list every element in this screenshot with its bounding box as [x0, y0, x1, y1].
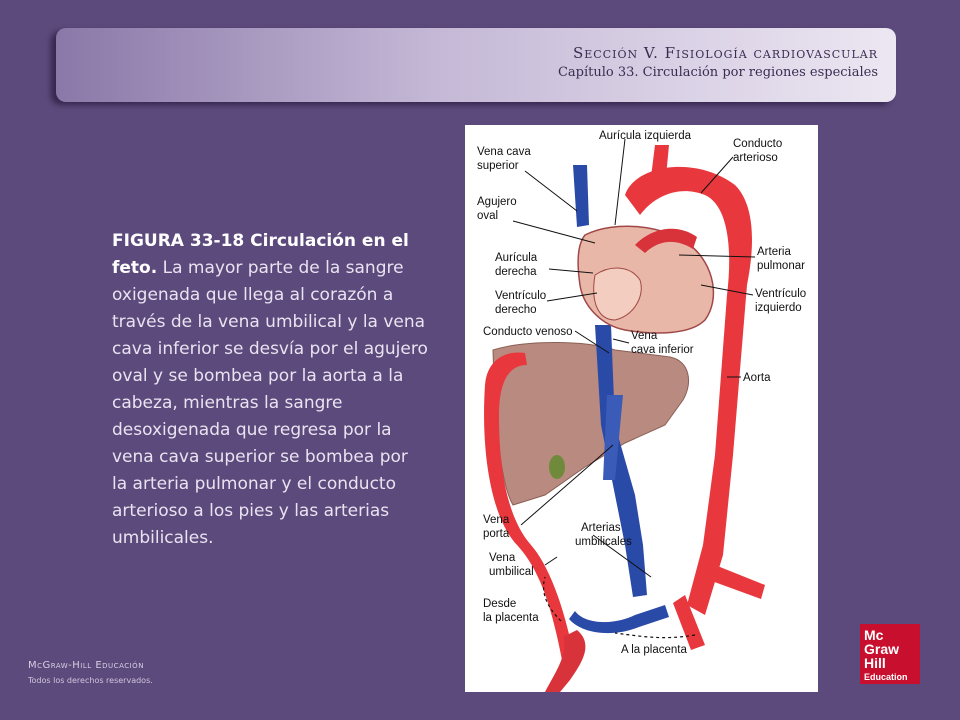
- label-arterias-umbilicales-1: Arterias: [581, 522, 621, 534]
- label-vena-porta-1: Vena: [483, 514, 510, 526]
- label-vena-cava-inferior-1: Vena: [631, 330, 658, 342]
- label-conducto-arterioso-1: Conducto: [733, 138, 783, 150]
- footer-rights: Todos los derechos reservados.: [28, 676, 153, 685]
- label-auricula-derecha-2: derecha: [495, 266, 537, 278]
- label-arterias-umbilicales-2: umbilicales: [575, 536, 632, 548]
- label-conducto-venoso: Conducto venoso: [483, 326, 573, 338]
- umbilical-artery-loop: [569, 605, 669, 633]
- label-auricula-derecha-1: Aurícula: [495, 252, 538, 264]
- label-vena-cava-superior-1: Vena cava: [477, 146, 531, 158]
- fetal-circulation-figure: [465, 125, 818, 692]
- label-agujero-oval-1: Agujero: [477, 196, 517, 208]
- liver-shape: [493, 343, 689, 506]
- to-placenta-arrow: [615, 633, 695, 638]
- label-vena-porta-2: porta: [483, 528, 510, 540]
- label-auricula-izquierda: Aurícula izquierda: [599, 130, 692, 142]
- label-aorta: Aorta: [743, 372, 771, 384]
- label-desde-placenta-1: Desde: [483, 598, 517, 610]
- section-title: Sección V. Fisiología cardiovascular: [573, 44, 878, 62]
- label-ventriculo-izquierdo-1: Ventrículo: [755, 288, 807, 300]
- logo-line-2: Graw: [864, 641, 900, 657]
- label-desde-placenta-2: la placenta: [483, 612, 539, 624]
- header-text: [558, 44, 878, 80]
- label-arteria-pulmonar-1: Arteria: [757, 246, 791, 258]
- label-vena-umbilical-2: umbilical: [489, 566, 534, 578]
- logo-line-1: Mc: [864, 627, 884, 643]
- caption-body: La mayor parte de la sangre oxigenada que llega al corazón a través de la vena umbilical y la vena cava inferior se desvía por el agujero oval y se bombea por la aorta a la cabeza, mientras la sangre desoxigenada que regresa por la vena cava superior se bombea por la arteria pulmonar y el conducto arterioso a los pies y las arterias umbilicales.: [112, 258, 428, 548]
- iliac-right-vessel: [709, 565, 765, 599]
- logo-line-3: Hill: [864, 655, 886, 671]
- label-agujero-oval-2: oval: [477, 210, 499, 222]
- label-vena-umbilical-1: Vena: [489, 552, 516, 564]
- vena-cava-superior-vessel: [573, 165, 589, 227]
- label-ventriculo-izquierdo-2: izquierdo: [755, 302, 802, 314]
- caption-title: FIGURA 33-18 Circulación en el feto.: [112, 231, 409, 278]
- header-bar: [56, 28, 896, 102]
- label-ventriculo-derecho-1: Ventrículo: [495, 290, 547, 302]
- logo-line-4: Education: [864, 672, 908, 682]
- label-vena-cava-inferior-2: cava inferior: [631, 344, 694, 356]
- figure-caption: [112, 228, 428, 552]
- gallbladder-shape: [549, 455, 565, 479]
- chapter-title: Capítulo 33. Circulación por regiones especiales: [557, 65, 878, 80]
- fetal-circulation-diagram: [465, 125, 818, 692]
- label-a-la-placenta: A la placenta: [621, 644, 687, 656]
- label-conducto-arterioso-2: arterioso: [733, 152, 778, 164]
- umbilical-cord: [545, 630, 585, 692]
- label-ventriculo-derecho-2: derecho: [495, 304, 537, 316]
- label-arteria-pulmonar-2: pulmonar: [757, 260, 805, 272]
- footer-brand: McGraw-Hill Educación: [28, 660, 144, 671]
- label-vena-cava-superior-2: superior: [477, 160, 519, 172]
- mcgraw-hill-logo: [860, 624, 920, 684]
